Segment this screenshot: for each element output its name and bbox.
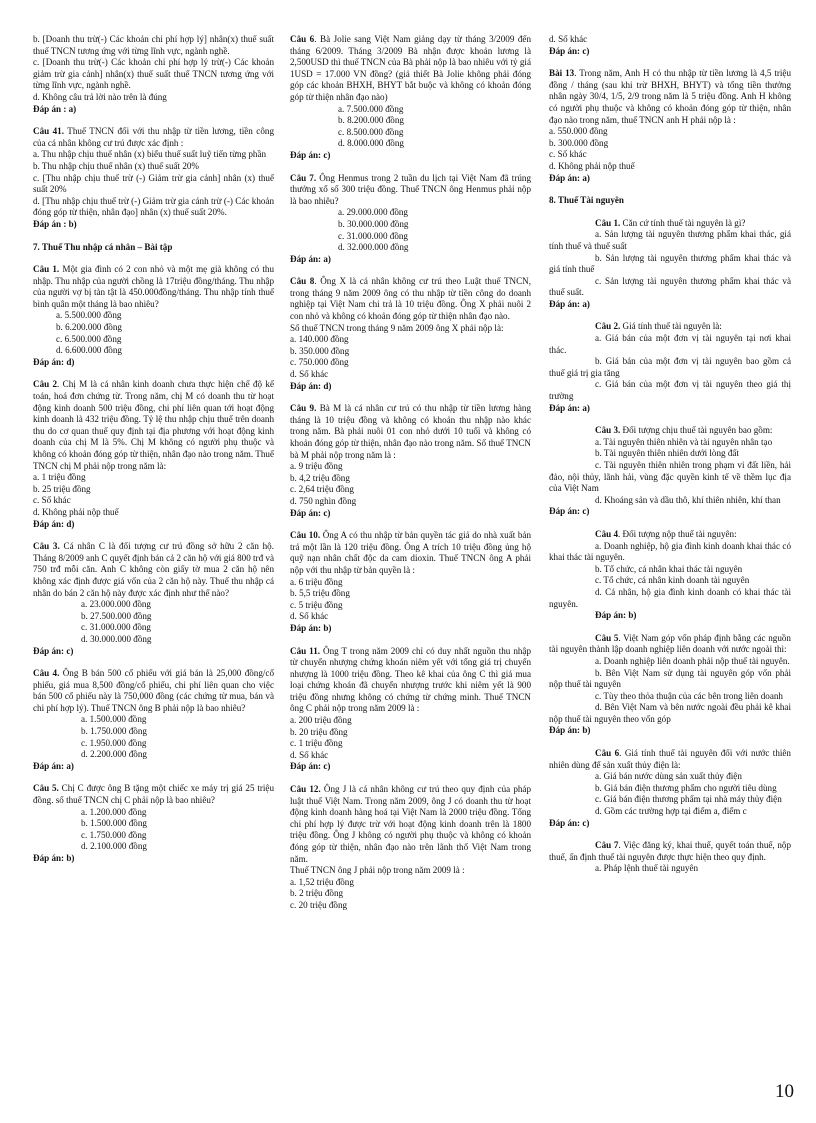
question-number: Câu 7: [595, 840, 619, 851]
question-body: . Giá tính thuế tài nguyên đối với nước thiên nhiên dùng để sản xuất thủy điện là:: [549, 748, 791, 770]
answer-option: b. 8.200.000 đồng: [338, 115, 404, 126]
question-body: Bà M là cá nhân cư trú có thu nhập từ tiền lương hàng tháng là 10 triệu đồng và không có khoản thu nhập nào khác trong năm. Bà phải nuôi 01 con nhỏ dưới 10 tuổi và không có khoản đóng góp từ thiện, nhân đạo nào trong năm. Số thuế TNCN bà M phải nộp trong năm là :: [290, 403, 531, 460]
question-number: Câu 7.: [290, 172, 317, 183]
answer-option: b. 27.500.000 đồng: [81, 610, 152, 621]
spacer: [549, 184, 791, 195]
question-number: Câu 11.: [290, 645, 321, 656]
answer-line: Đáp án: a): [549, 402, 590, 413]
text-line: d. Gồm các trường hợp tại điểm a, điểm c: [595, 806, 747, 817]
spacer: [549, 310, 791, 321]
question-body: Chị C được ông B tặng một chiếc xe máy trị giá 25 triệu đồng. số thuế TNCN chị C phải nộp là bao nhiêu?: [33, 783, 275, 806]
answer-line: Đáp án : a): [33, 103, 77, 114]
spacer: [33, 231, 274, 242]
answer-option: b. 1.750.000 đồng: [81, 726, 147, 737]
question-text: [290, 276, 531, 322]
text-line: c. Số khác: [33, 495, 71, 506]
question-body: Đối tượng chịu thuế tài nguyên bao gồm:: [620, 425, 773, 436]
text-line: b. Sản lượng tài nguyên thương phẩm khai thác và giá tính thuế: [549, 252, 791, 275]
section-heading: 7. Thuế Thu nhập cá nhân – Bài tập: [33, 241, 173, 252]
question-body: Căn cứ tính thuế tài nguyên là gì?: [620, 217, 746, 228]
spacer: [290, 392, 531, 403]
text-line: a. Tài nguyên thiên nhiên và tài nguyên nhân tạo: [595, 436, 773, 447]
question-text: [33, 783, 274, 806]
question-body: Cá nhân C là đối tượng cư trú đồng sở hữu 2 căn hộ. Tháng 8/2009 anh C quyết định bán cả 2 căn hộ với giá 800 trđ và 750 trđ mỗi căn. Anh C không còn giấy tờ mua 2 căn hộ nên không xác định được giá vốn của 2 căn hộ này. Thuế thu nhập cá nhân do bán 2 căn hộ này được xác định như thế nào?: [33, 541, 275, 598]
spacer: [549, 737, 791, 748]
column-1: [33, 34, 274, 865]
question-body: Ông A có thu nhập từ bản quyền tác giả do nhà xuất bản trả một lần là 120 triệu đồng. Ông A trích 10 triệu đồng ủng hộ quỹ nạn nhân chất độc da cam dioxin. Thuế TNCN ông A phải nộp với thu nhập từ bản quyền là :: [290, 530, 532, 575]
text-line: c. Tổ chức, cá nhân kinh doanh tài nguyên: [595, 575, 750, 586]
text-line: d. Số khác: [290, 749, 329, 760]
question-text: [549, 68, 791, 126]
question-number: Câu 3.: [33, 541, 60, 552]
text-line: c. Số khác: [549, 149, 587, 160]
answer-line: Đáp án: b): [33, 853, 75, 863]
answer-option: d. 8.000.000 đồng: [338, 138, 404, 149]
text-line: a. 550.000 đồng: [549, 126, 608, 137]
question-body: Một gia đình có 2 con nhỏ và một mẹ già không có thu nhập. Thu nhập của người chồng là 17triệu đồng/tháng. Thu nhập của người vợ bị tàn tật là 450.000đồng/tháng. Thu nhập tính thuế bình quân một tháng là bao nhiêu?: [33, 264, 274, 309]
spacer: [33, 115, 274, 126]
answer-option: d. 2.200.000 đồng: [81, 749, 147, 760]
page-number: 10: [775, 1081, 794, 1102]
answer-option: c. 31.000.000 đồng: [81, 622, 151, 633]
answer-line: Đáp án: c): [290, 507, 331, 518]
question-text: [290, 530, 531, 576]
spacer: [549, 518, 791, 529]
question-body: . Việt Nam góp vốn pháp định bằng các nguồn tài nguyên thành lập doanh nghiệp liên doanh với nước ngoài thì:: [549, 632, 791, 655]
question-body: Giá tính thuế tài nguyên là:: [620, 321, 722, 332]
text-line: a. Giá bán nước dùng sản xuất thủy điện: [595, 771, 742, 782]
answer-option: d. 2.100.000 đồng: [81, 841, 147, 852]
question-number: Câu 41.: [33, 126, 64, 137]
text-line: d. Số khác: [290, 369, 329, 380]
question-number: Câu 3.: [595, 425, 621, 436]
answer-option: a. 29.000.000 đồng: [338, 207, 408, 218]
answer-option: c. 8.500.000 đồng: [338, 126, 404, 137]
spacer: [549, 57, 791, 68]
question-number: Câu 1.: [33, 264, 60, 275]
answer-line: Đáp án: d): [33, 518, 75, 529]
answer-line: Đáp án: c): [549, 45, 590, 56]
question-text: [549, 321, 791, 333]
answer-line: Đáp án: c): [33, 645, 74, 656]
answer-option: d. 32.000.000 đồng: [338, 242, 409, 253]
text-line: d. Không phải nộp thuế: [549, 160, 635, 171]
text-line: d. 750 nghìn đồng: [290, 495, 357, 506]
question-text: [33, 126, 274, 149]
question-text: [290, 34, 531, 104]
answer-option: c. 1.950.000 đồng: [81, 737, 147, 748]
question-number: Câu 4: [595, 528, 618, 539]
text-line: Số thuế TNCN trong tháng 9 năm 2009 ông X phải nộp là:: [290, 322, 504, 333]
spacer: [549, 622, 791, 633]
question-number: Câu 1.: [595, 217, 621, 228]
spacer: [33, 530, 274, 541]
text-line: b. 5,5 triệu đồng: [290, 588, 350, 599]
question-number: Câu 6: [595, 748, 620, 759]
question-text: [33, 264, 274, 310]
text-line: a. Sản lượng tài nguyên thương phẩm khai thác, giá tính thuế và thuế suất: [549, 229, 791, 251]
question-body: . Ông X là cá nhân không cư trú theo Luật thuế TNCN, trong tháng 9 năm 2009 ông có thu nhập từ tiền công do doanh nghiệp tại Việt Nam chi trả là 10 triệu đồng. Ông X phải nuôi 2 con nhỏ và không có khoản đóng góp từ thiện nhân đạo nào.: [290, 276, 531, 322]
answer-option: d. 6.600.000 đồng: [56, 345, 122, 356]
question-text: [33, 379, 274, 472]
question-number: Câu 4.: [33, 668, 60, 679]
answer-option: a. 23.000.000 đồng: [81, 599, 151, 610]
question-number: Câu 2: [33, 379, 58, 390]
question-body: Ông T trong năm 2009 chỉ có duy nhất nguồn thu nhập từ chuyển nhượng chứng khoán niêm yết với tổng giá trị chuyển nhượng là 1000 triệu đồng. Theo kê khai của ông C thì giá mua loại chứng khoán đã chuyển nhượng trước khi niêm yết là 900 triệu đồng nhưng không có chứng từ chứng minh. Thuế TNCN ông C phải nộp trong năm 2009 là :: [290, 645, 532, 714]
answer-option: a. 1.200.000 đồng: [81, 806, 147, 817]
question-number: Câu 5: [595, 632, 619, 643]
text-line: b. Tài nguyên thiên nhiên dưới lòng đất: [595, 448, 739, 459]
answer-line: Đáp án: b): [290, 622, 332, 633]
answer-option: a. 5.500.000 đồng: [56, 310, 122, 321]
text-line: c. 20 triệu đồng: [290, 899, 348, 910]
text-line: b. 2 triệu đồng: [290, 888, 344, 899]
text-line: d. [Thu nhập chịu thuế trừ (-) Giảm trừ gia cảnh trừ (-) Các khoản đóng góp từ thiện, nhân đạo] nhân (x) thuế suất 20%.: [33, 195, 274, 218]
question-text: [290, 646, 531, 716]
spacer: [33, 368, 274, 379]
question-number: Câu 12.: [290, 784, 321, 795]
answer-line: Đáp án: d): [290, 380, 332, 391]
answer-line: Đáp án: d): [33, 356, 75, 367]
question-number: Câu 2.: [595, 321, 621, 332]
spacer: [290, 265, 531, 276]
question-text: [33, 541, 274, 599]
question-text: [549, 840, 791, 863]
answer-line: Đáp án: c): [290, 761, 331, 772]
spacer: [290, 162, 531, 173]
text-line: c. Giá bán điện thương phẩm tại nhà máy thủy điện: [595, 794, 782, 805]
spacer: [549, 829, 791, 840]
text-line: c. Sản lượng tài nguyên thương phẩm khai thác và thuế suất.: [549, 275, 791, 298]
text-line: b. 350.000 đồng: [290, 345, 350, 356]
question-number: Câu 5.: [33, 783, 59, 794]
question-body: Ông B bán 500 cổ phiếu với giá bán là 25,000 đồng/cổ phiếu, giá mua 8,500 đồng/cổ phiếu, chi phí liên quan cho việc bán 500 cổ phiếu này là 750,000 đồng (các chứng từ mua, bán và chi phí hợp lý). Thuế TNCN ông B phải nộp là bao nhiêu?: [33, 668, 274, 713]
question-body: . Bà Jolie sang Việt Nam giảng dạy từ tháng 3/2009 đến tháng 6/2009. Tháng 3/2009 Bà nhận được khoản lương là 2,500USD thì thuế TNCN của Bà phải nộp là bao nhiêu với tỷ giá 1USD = 17.000 VN đồng? (giả thiết Bà Jolie không phải đóng góp các khoản BHXH, BHYT bắt buộc và không có khoản đóng góp từ thiện nhân đạo nào): [290, 34, 532, 102]
spacer: [33, 772, 274, 783]
question-body: . Chị M là cá nhân kinh doanh chưa thực hiện chế độ kế toán, hoá đơn chứng từ. Trong năm, chị M có doanh thu từ hoạt động kinh doanh 500 triệu đồng, chi phí liên quan tới hoạt động kinh doanh là 432 triệu đồng. Tỷ lệ thu nhập chịu thuế trên doanh thu do cơ quan thuế quy định tại địa phương với hoạt động kinh doanh của chị M là 5%. Chị M không có người phụ thuộc và không có khoản đóng góp từ thiện, nhân đạo nào trong năm. Thuế TNCN chị M phải nộp trong năm là:: [33, 379, 274, 471]
answer-line: Đáp án: a): [33, 760, 74, 771]
text-line: b. 25 triệu đồng: [33, 483, 91, 494]
question-body: Ông Henmus trong 2 tuần du lịch tại Việt Nam đã trúng thưởng xổ số 300 triệu đồng. Thuế TNCN ông Henmus phải nộp là bao nhiêu?: [290, 172, 532, 206]
text-line: a. Thu nhập chịu thuế nhân (x) biểu thuế suất luỹ tiến từng phần: [33, 149, 267, 160]
column-2: [290, 34, 531, 912]
answer-line: Đáp án: a): [549, 298, 590, 309]
answer-line: Đáp án: a): [549, 172, 590, 183]
text-line: d. Số khác: [549, 34, 588, 44]
answer-line: Đáp án: c): [549, 817, 590, 828]
question-number: Câu 6: [290, 34, 315, 44]
question-body: . Trong năm, Anh H có thu nhập từ tiền lương là 4,5 triệu đồng / tháng (sau khi trừ BHXH, BHYT) và tổng tiền thưởng nhân ngày 30/4, 1/5, 2/9 trong năm là 5 triệu đồng. Anh H không có người phụ thuộc và không có khoản đóng góp từ thiện, nhân đạo nào trong năm, thuế TNCN anh H phải nộp là :: [549, 68, 791, 125]
text-line: a. 200 triệu đồng: [290, 715, 352, 726]
spacer: [33, 657, 274, 668]
question-number: Câu 10.: [290, 530, 321, 541]
text-line: d. Cá nhân, hộ gia đình kinh doanh có khai thác tài nguyên.: [549, 586, 791, 609]
text-line: a. Doanh nghiệp, hộ gia đình kinh doanh khai thác có khai thác tài nguyên.: [549, 540, 791, 563]
answer-option: b. 30.000.000 đồng: [338, 218, 409, 229]
text-line: d. Không phải nộp thuế: [33, 506, 119, 517]
text-line: a. Pháp lệnh thuế tài nguyên: [595, 863, 699, 874]
text-line: c. Tài nguyên thiên nhiên trong phạm vi đất liền, hải đảo, nội thủy, lãnh hải, vùng đặc quyền kinh tế về thềm lục địa của Việt Nam: [549, 460, 791, 494]
text-line: c. 750.000 đồng: [290, 357, 349, 368]
answer-option: a. 1.500.000 đồng: [81, 714, 147, 725]
text-line: c. Giá bán của một đơn vị tài nguyên theo giá thị trường: [549, 379, 791, 402]
text-line: c. 1 triệu đồng: [290, 738, 343, 749]
question-text: [549, 748, 791, 771]
answer-option: c. 31.000.000 đồng: [338, 230, 408, 241]
answer-option: d. 30.000.000 đồng: [81, 633, 152, 644]
question-text: [290, 173, 531, 208]
text-line: a. 6 triệu đồng: [290, 576, 343, 587]
text-line: b. [Doanh thu trừ(-) Các khoản chi phí hợp lý] nhân(x) thuế suất thuế TNCN tương ứng với từng lĩnh vực, ngành nghề.: [33, 34, 274, 56]
text-line: a. 1,52 triệu đồng: [290, 876, 354, 887]
text-line: a. 1 triệu đồng: [33, 472, 86, 483]
answer-option: c. 1.750.000 đồng: [81, 829, 147, 840]
answer-line: Đáp án: b): [549, 725, 591, 736]
question-text: [290, 403, 531, 461]
question-text: [549, 425, 791, 437]
spacer: [290, 773, 531, 784]
text-line: c. [Doanh thu trừ(-) Các khoản chi phí hợp lý trừ(-) Các khoản giảm trừ gia cảnh] nhân(x) thuế suất thuế TNCN tương ứng với từng lĩnh vực, ngành nghề.: [33, 57, 274, 91]
text-line: d. Khoáng sản và dầu thô, khí thiên nhiên, khí than: [595, 494, 781, 505]
section-heading: 8. Thuế Tài nguyên: [549, 195, 624, 206]
text-line: b. Giá bán điện thương phẩm cho người tiêu dùng: [595, 782, 777, 793]
answer-line: Đáp án: c): [549, 506, 590, 517]
question-body: Ông J là cá nhân không cư trú theo quy định của pháp luật thuế Việt Nam. Trong năm 2009, ông J có doanh thu từ hoạt động kinh doanh hàng hoá tại Việt Nam là 2000 triệu đồng. Tổng chi phí hợp lý được trừ với hoạt động kinh doanh trên là 1800 triệu đồng. Ông J không có người phụ thuộc và không có khoản đóng góp từ thiện, nhân đạo nào trên lãnh thổ Việt Nam trong năm.: [290, 784, 531, 864]
text-line: c. 2,64 triệu đồng: [290, 484, 354, 495]
answer-line: Đáp án: a): [290, 253, 331, 264]
spacer: [290, 635, 531, 646]
text-line: c. Tùy theo thỏa thuận của các bên trong liên doanh: [595, 690, 783, 701]
question-number: Câu 8: [290, 276, 315, 287]
text-line: b. 20 triệu đồng: [290, 726, 348, 737]
spacer: [549, 207, 791, 218]
question-body: . Việc đăng ký, khai thuế, quyết toán thuế, nộp thuế, ấn định thuế tài nguyên được thực hiện theo quy định.: [549, 840, 791, 862]
answer-line: Đáp án : b): [33, 218, 77, 229]
text-line: b. 300.000 đồng: [549, 137, 609, 148]
spacer: [549, 414, 791, 425]
question-text: [549, 218, 791, 230]
text-line: a. Giá bán của một đơn vị tài nguyên tại nơi khai thác.: [549, 333, 791, 355]
text-line: b. 4,2 triệu đồng: [290, 472, 350, 483]
answer-option: b. 1.500.000 đồng: [81, 818, 147, 829]
question-body: . Đối tượng nộp thuế tài nguyên:: [618, 528, 737, 539]
spacer: [290, 519, 531, 530]
question-body: Thuế TNCN đối với thu nhập từ tiền lương, tiền công của cá nhân không cư trú được xác định :: [33, 126, 274, 148]
question-text: [33, 668, 274, 714]
text-line: b. Tổ chức, cá nhân khai thác tài nguyên: [595, 563, 743, 574]
text-line: d. Số khác: [290, 611, 329, 622]
text-line: c. 5 triệu đồng: [290, 599, 343, 610]
column-3: [549, 34, 791, 875]
question-number: Bài 13: [549, 68, 575, 79]
text-line: a. 9 triệu đồng: [290, 461, 343, 472]
text-line: d. Không câu trả lời nào trên là đúng: [33, 91, 167, 102]
answer-line: Đáp án: c): [290, 149, 331, 160]
question-number: Câu 9.: [290, 403, 317, 414]
answer-line: Đáp án: b): [595, 610, 637, 621]
question-text: [549, 529, 791, 541]
text-line: c. [Thu nhập chịu thuế trừ (-) Giảm trừ gia cảnh] nhân (x) thuế suất 20%: [33, 172, 274, 195]
text-line: d. Bên Việt Nam và bên nước ngoài đều phải kê khai nộp thuế tài nguyên theo vốn góp: [549, 702, 791, 724]
text-line: Thuế TNCN ông J phải nộp trong năm 2009 là :: [290, 865, 465, 876]
text-line: b. Thu nhập chịu thuế nhân (x) thuế suất 20%: [33, 160, 200, 171]
text-line: b. Bên Việt Nam sử dụng tài nguyên góp vốn phải nộp thuế tài nguyên: [549, 667, 791, 690]
answer-option: c. 6.500.000 đồng: [56, 333, 122, 344]
question-text: [290, 784, 531, 865]
text-line: b. Giá bán của một đơn vị tài nguyên bao gồm cả thuế giá trị gia tăng: [549, 356, 791, 378]
text-line: a. Doanh nghiệp liên doanh phải nộp thuế tài nguyên.: [595, 655, 790, 666]
answer-option: a. 7.500.000 đồng: [338, 103, 404, 114]
question-text: [549, 633, 791, 656]
text-line: a. 140.000 đồng: [290, 334, 349, 345]
answer-option: b. 6.200.000 đồng: [56, 322, 122, 333]
spacer: [33, 253, 274, 264]
